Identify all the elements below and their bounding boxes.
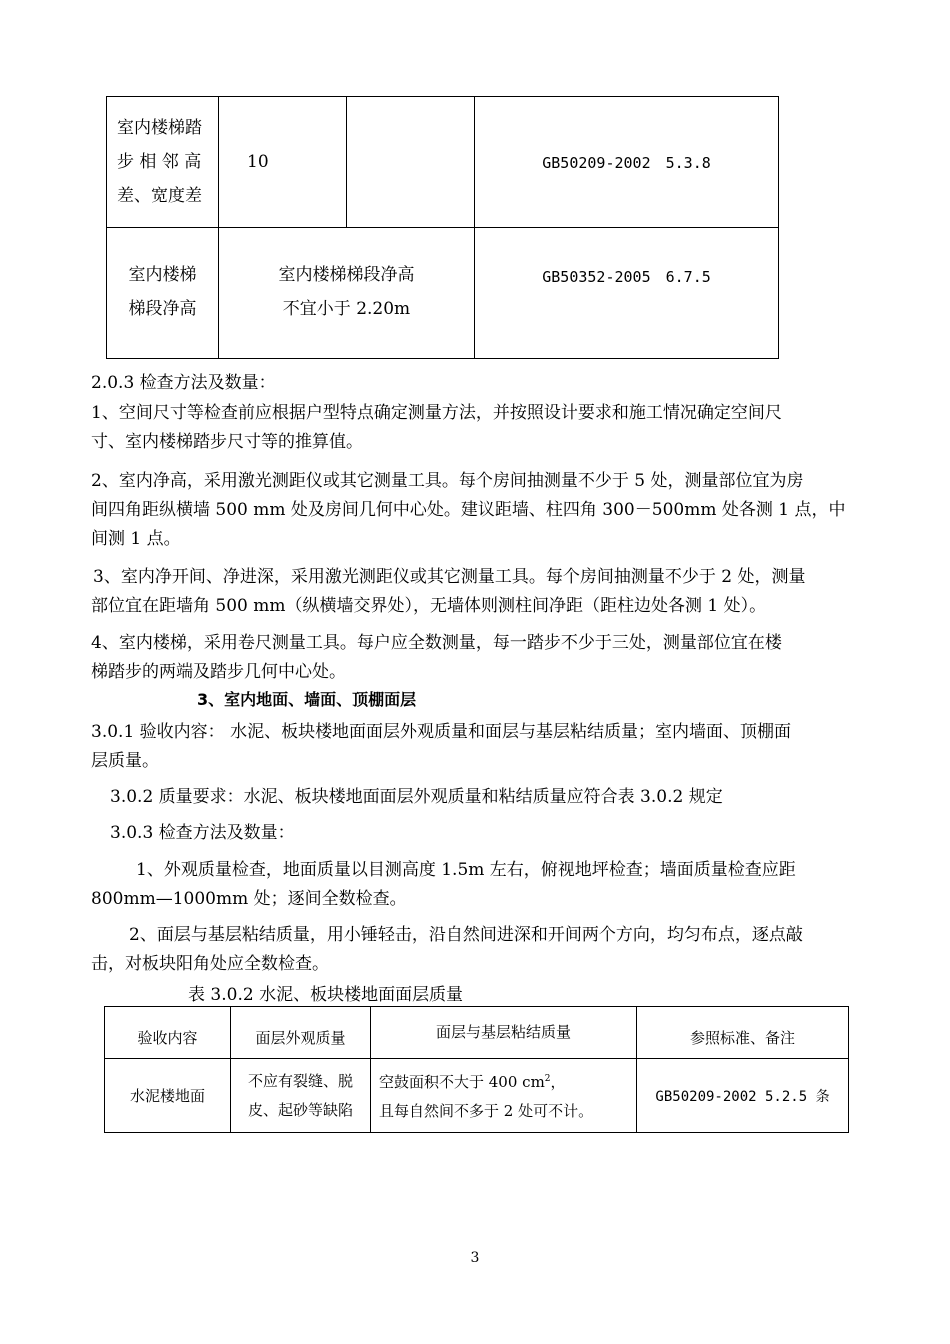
row-reference: GB50209-2002 5.2.5 条 [637, 1059, 849, 1133]
header-appearance: 面层外观质量 [231, 1007, 371, 1059]
header-bond: 面层与基层粘结质量 [371, 1007, 637, 1059]
header-reference: 参照标准、备注 [637, 1007, 849, 1059]
table-header-row [105, 1007, 849, 1059]
row-appearance: 不应有裂缝、脱 皮、起砂等缺陷 [231, 1059, 371, 1133]
page-number: 3 [470, 1250, 480, 1266]
row-content: 水泥楼地面 [105, 1059, 231, 1133]
empty-cell [347, 97, 475, 228]
header-content: 验收内容 [105, 1007, 231, 1059]
row-bond: 空鼓面积不大于 400 $cm^2$， 且每自然间不多于 2 处可不计。 [371, 1059, 637, 1133]
requirement-cell: 室内楼梯梯段净高 不宜小于 2.20m [219, 228, 475, 359]
section-title-3: 3、室内地面、墙面、顶棚面层 [197, 690, 417, 709]
floor-surface-quality-table [104, 1006, 849, 1133]
item-cell: 室内楼梯踏 步 相 邻 高 差、宽度差 [107, 97, 219, 228]
item-cell: 室内楼梯 梯段净高 [107, 228, 219, 359]
paragraph-3-0-3: 3.0.3 检查方法及数量： [110, 823, 295, 843]
reference-cell: GB50209-2002 5.3.8 [475, 97, 779, 228]
table-row [105, 1059, 849, 1133]
section-heading-2-0-3: 2.0.3 检查方法及数量： [91, 373, 276, 393]
value-cell: 10 [219, 97, 347, 228]
reference-cell: GB50352-2005 6.7.5 [475, 228, 779, 359]
table-caption: 表 3.0.2 水泥、板块楼地面面层质量 [188, 985, 464, 1005]
requirements-table-continued [106, 96, 779, 359]
table-row [107, 228, 779, 359]
table-row [107, 97, 779, 228]
paragraph-3-0-2: 3.0.2 质量要求：水泥、板块楼地面面层外观质量和粘结质量应符合表 3.0.2 规定 [110, 787, 723, 807]
